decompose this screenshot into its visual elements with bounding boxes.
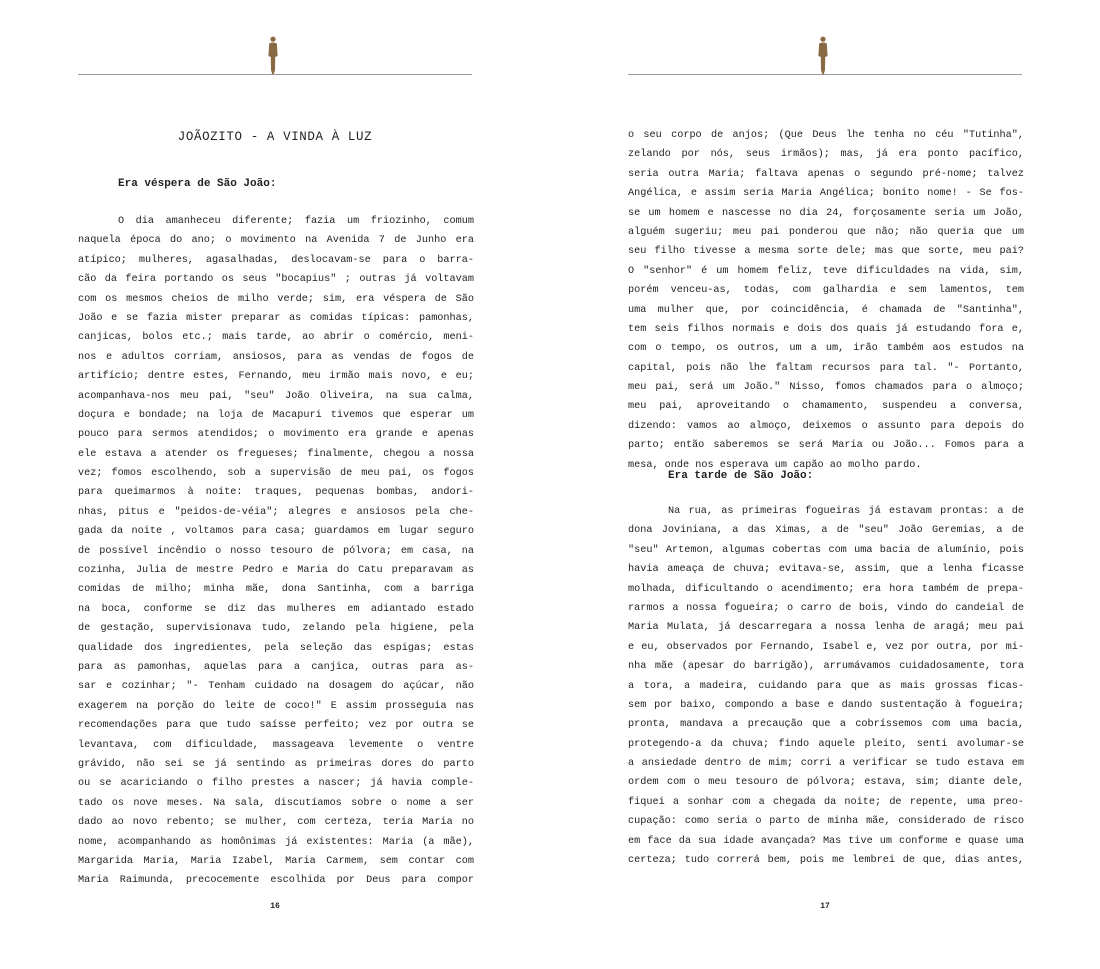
text-line: certeza; tudo correrá bem, pois me lembrei de que, dias antes,: [628, 855, 1024, 867]
text-line: havia ameaça de chuva; evitava-se, assim, que a lenha ficasse: [628, 564, 1024, 576]
right-page: [550, 0, 1100, 969]
text-line: com os mesmos cheios de milho verde; sim, era véspera de São: [78, 293, 474, 305]
header-rule: [628, 74, 1022, 75]
text-line: meu pai, será um João." Nisso, fomos chamados para o almoço;: [628, 382, 1024, 394]
text-line: se um homem e nascesse no dia 24, forçosamente seria um João,: [628, 207, 1024, 219]
text-line: João e se fazia mister preparar as comidas típicas: pamonhas,: [78, 312, 474, 324]
text-line: zelando por nós, seus irmãos); mas, já era ponto pacífico,: [628, 149, 1024, 161]
body-text: [628, 126, 1024, 475]
body-text: [78, 212, 474, 891]
text-line: atípico; mulheres, agasalhadas, deslocavam-se para o barra-: [78, 254, 474, 266]
text-line: cozinha, Julia de mestre Pedro e Maria do Catu preparavam as: [78, 565, 474, 577]
text-line: parto; então saberemos se será Maria ou João... Fomos para a: [628, 440, 1024, 452]
text-line: levantava, com dificuldade, massageava levemente o ventre: [78, 739, 474, 751]
text-line: sar e cozinhar; "- Tenham cuidado na dosagem do açúcar, não: [78, 681, 474, 693]
text-line: de possível incêndio o nosso tesouro de pólvora; em casa, na: [78, 545, 474, 557]
text-line: Maria Mulata, já descarregara a nossa lenha de aragá; meu pai: [628, 622, 1024, 634]
standing-figure-icon: [817, 36, 829, 74]
text-line: para as pamonhas, aquelas para a canjica, outras para as-: [78, 661, 474, 673]
text-line: com o tempo, os outros, um a um, irão também aos estudos na: [628, 343, 1024, 355]
text-line: rarmos a nossa fogueira; o carro de bois, vindo do candeial de: [628, 602, 1024, 614]
text-line: nhas, pitus e "peidos-de-véia"; alegres e ansiosos pela che-: [78, 506, 474, 518]
page-number: 16: [270, 902, 280, 911]
text-line: sem por baixo, compondo a base e dando sustentação à fogueira;: [628, 699, 1024, 711]
text-line: a tora, a madeira, cuidando para que as mais grossas ficas-: [628, 680, 1024, 692]
text-line: nome, acompanhando as homônimas já existentes: Maria (a mãe),: [78, 836, 474, 848]
text-line: ou se acariciando o filho prestes a nascer; já havia comple-: [78, 778, 474, 790]
text-line: seu filho tivesse a mesma sorte dele; mas que sorte, meu pai?: [628, 246, 1024, 258]
text-line: tem seis filhos normais e dois dos quais já estudando fora e,: [628, 323, 1024, 335]
text-line: dado ao novo rebento; se mulher, com certeza, teria Maria no: [78, 817, 474, 829]
text-line: dizendo: vamos ao almoço, deixemos o assunto para depois do: [628, 420, 1024, 432]
section-heading: Era véspera de São João:: [118, 178, 277, 190]
text-line: O dia amanheceu diferente; fazia um friozinho, comum: [118, 216, 474, 227]
page-number: 17: [820, 902, 830, 911]
text-line: naquela época do ano; o movimento na Avenida 7 de Junho era: [78, 235, 474, 247]
text-line: Maria Raimunda, precocemente escolhida por Deus para compor: [78, 875, 474, 887]
text-line: qualidade dos ingredientes, pela seleção das espigas; estas: [78, 642, 474, 654]
text-line: dona Joviniana, a das Ximas, a de "seu" João Geremias, a de: [628, 525, 1024, 537]
text-line: grávido, não sei se já sentindo as primeiras dores do parto: [78, 758, 474, 770]
text-line: Margarida Maria, Maria Izabel, Maria Carmem, sem contar com: [78, 855, 474, 867]
text-line: O "senhor" é um homem feliz, teve dificuldades na vida, sim,: [628, 265, 1024, 277]
text-line: e eu, observados por Fernando, Isabel e, vez por outra, por mi-: [628, 641, 1024, 653]
text-line: pronta, mandava a precaução que a cobríssemos com uma bacia,: [628, 719, 1024, 731]
standing-figure-icon: [267, 36, 279, 74]
text-line: gada da noite , voltamos para casa; guardamos em lugar seguro: [78, 526, 474, 538]
text-line: uma mulher que, por coincidência, é chamada de "Santinha",: [628, 304, 1024, 316]
text-line: Na rua, as primeiras fogueiras já estavam prontas: a de: [668, 506, 1024, 517]
text-line: cão da feira portando os seus "bocapius" ; outras já voltavam: [78, 274, 474, 286]
text-line: capital, pois não lhe faltam recursos para tal. "- Portanto,: [628, 362, 1024, 374]
text-line: alguém sugeriu; meu pai ponderou que não; não queria que um: [628, 226, 1024, 238]
text-line: ordem com o meu tesouro de pólvora; estava, sim; diante dele,: [628, 777, 1024, 789]
text-line: de gestação, supervisionava tudo, zelando pela higiene, pela: [78, 623, 474, 635]
header-rule: [78, 74, 472, 75]
section-heading: Era tarde de São João:: [668, 470, 814, 482]
text-line: na boca, conforme se diz das mulheres em adiantado estado: [78, 603, 474, 615]
text-line: mesa, onde nos esperava um capão ao molho pardo.: [628, 459, 922, 471]
text-line: doçura e bondade; na loja de Macapuri tivemos que esperar um: [78, 409, 474, 421]
body-text: [628, 502, 1024, 870]
text-line: "seu" Artemon, algumas cobertas com uma bacia de alumínio, pois: [628, 544, 1024, 556]
text-line: ele estava a atender os fregueses; finalmente, chegou a nossa: [78, 448, 474, 460]
text-line: exagerem na porção do leite de coco!" E assim prosseguia nas: [78, 700, 474, 712]
text-line: nos e adultos corriam, ansiosos, para as vendas de fogos de: [78, 351, 474, 363]
text-line: vez; fomos escolhendo, sob a supervisão de meu pai, os fogos: [78, 468, 474, 480]
text-line: para queimarmos à noite: traques, pequenas bombas, andori-: [78, 487, 474, 499]
text-line: comidas de milho; minha mãe, dona Santinha, com a barriga: [78, 584, 474, 596]
text-line: molhada, dificultando o acendimento; era hora também de prepa-: [628, 583, 1024, 595]
text-line: nha mãe (apesar do barrigão), arrumávamos cuidadosamente, tora: [628, 661, 1024, 673]
text-line: meu pai, aproveitando o chamamento, suspendeu a conversa,: [628, 401, 1024, 413]
text-line: porém venceu-as, todas, com galhardia e sem lamentos, tem: [628, 285, 1024, 297]
text-line: fiquei a sonhar com a chegada da noite; de repente, uma preo-: [628, 796, 1024, 808]
text-line: acompanhava-nos meu pai, "seu" João Oliveira, na sua calma,: [78, 390, 474, 402]
text-line: pouco para sermos atendidos; o movimento era grande e apenas: [78, 429, 474, 441]
text-line: em face da sua idade avançada? Mas tive um conforme e quase uma: [628, 835, 1024, 847]
text-line: protegendo-a da chuva; findo aquele pleito, senti avolumar-se: [628, 738, 1024, 750]
text-line: o seu corpo de anjos; (Que Deus lhe tenha no céu "Tutinha",: [628, 130, 1024, 141]
text-line: Angélica, e assim seria Maria Angélica; bonito nome! - Se fos-: [628, 188, 1024, 200]
chapter-title: JOÃOZITO - A VINDA À LUZ: [177, 130, 373, 144]
text-line: tado os nove meses. Na sala, discutíamos sobre o nome a ser: [78, 797, 474, 809]
text-line: seria outra Maria; faltava apenas o segundo pré-nome; talvez: [628, 168, 1024, 180]
text-line: artifício; dentre estes, Fernando, meu irmão mais novo, e eu;: [78, 371, 474, 383]
text-line: recomendações para que tudo saísse perfeito; vez por outra se: [78, 720, 474, 732]
text-line: canjicas, bolos etc.; mais tarde, ao abrir o comércio, meni-: [78, 332, 474, 344]
text-line: cupação: como seria o parto de minha mãe, considerado de risco: [628, 816, 1024, 828]
text-line: a ansiedade dentro de mim; corri a verificar se tudo estava em: [628, 758, 1024, 770]
